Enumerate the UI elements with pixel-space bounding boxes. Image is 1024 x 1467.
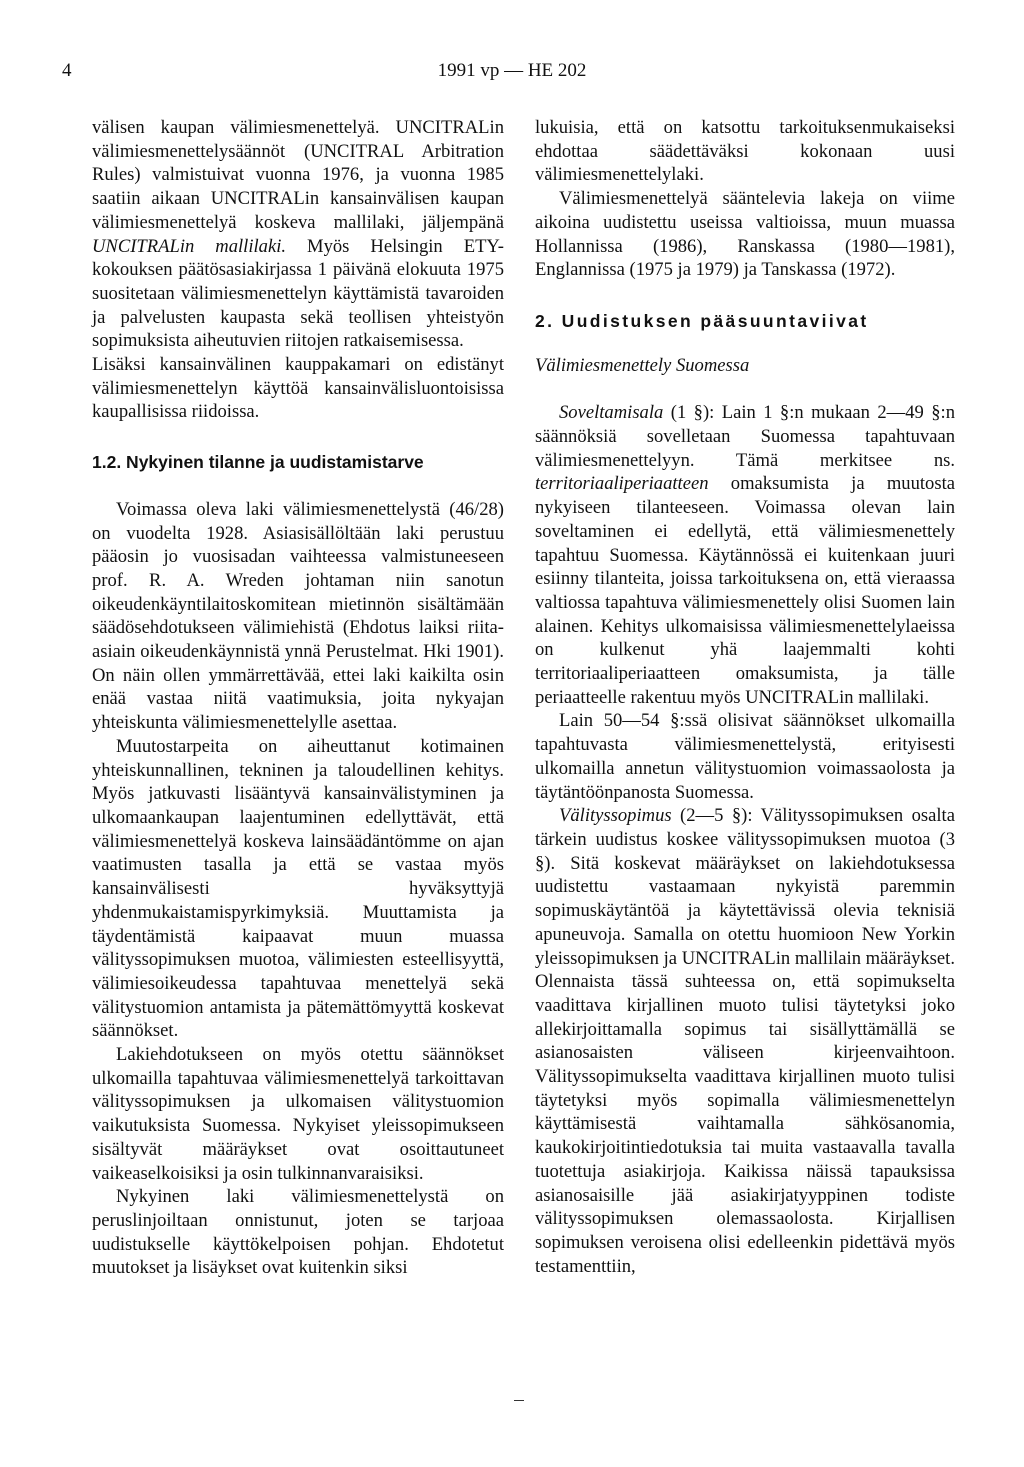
section-heading-1-2: 1.2. Nykyinen tilanne ja uudistamistarve: [92, 452, 424, 473]
paragraph: Soveltamisala (1 §): Lain 1 §:n mukaan 2—49 §:n säännöksiä sovelletaan Suomessa tapahtuvaan välimiesmenettelyyn. Tämä merkitsee ns. territoriaaliperiaatteen omaksumista ja muutosta nykyiseen tilanteeseen. Voimassa olevan lain soveltaminen ei edellytä, että välimiesmenettely tapahtuu Suomessa. Käytännössä ei kuitenkaan juuri esiinny tilanteita, joissa tarkoituksena on, että vieraassa valtiossa tapahtuva välimiesmenettely olisi Suomen lain alainen. Kehitys ulkomaisissa välimiesmenettelylaeissa on kulkenut yhä laajemmalti kohti territoriaaliperiaatteen omaksumista, ja tälle periaatteelle rakentuu myös UNCITRALin mallilaki.: [535, 402, 955, 708]
left-column: [92, 116, 504, 1280]
paragraph: Lisäksi kansainvälinen kauppakamari on edistänyt välimiesmenettelyn käyttöä kansainvälisluontoisissa kaupallisissa riidoissa.: [92, 354, 504, 423]
section-heading-2: 2. Uudistuksen pääsuuntaviivat: [535, 310, 869, 331]
paragraph: Nykyinen laki välimiesmenettelystä on peruslinjoiltaan onnistunut, joten se tarjoaa uudistukselle käyttökelpoisen pohjan. Ehdotetut muutokset ja lisäykset ovat kuitenkin siksi: [92, 1186, 504, 1279]
right-column: [535, 116, 955, 1278]
paragraph: lukuisia, että on katsottu tarkoituksenmukaiseksi ehdottaa säädettäväksi kokonaan uusi välimiesmenettelylaki.: [535, 117, 955, 186]
paragraph: Lain 50—54 §:ssä olisivat säännökset ulkomailla tapahtuvasta välimiesmenettelystä, erityisesti ulkomailla annetun välitystuomion voimassaolosta ja täytäntöönpanosta Suomessa.: [535, 710, 955, 803]
paragraph: Muutostarpeita on aiheuttanut kotimainen yhteiskunnallinen, tekninen ja taloudellinen kehitys. Myös jatkuvasti lisääntyvä kansainvälistyminen ja ulkomaankaupan laajentuminen edellyttävät, että välimiesmenettelyä koskeva lainsäädäntömme on ajan vaatimusten tasalla ja että se vastaa myös kansainvälisesti hyväksyttyjä yhdenmukaistamispyrkimyksiä. Muuttamista ja täydentämistä kaipaavat muun muassa välityssopimuksen muotoa, välimiesten esteellisyyttä, välimiesoikeudessa tapahtuvaa menettelyä sekä välitystuomion antamista ja pätemättömyyttä koskevat säännökset.: [92, 735, 504, 1042]
page-number: 4: [62, 60, 72, 81]
paragraph: välisen kaupan välimiesmenettelyä. UNCITRALin välimiesmenettelysäännöt (UNCITRAL Arbitration Rules) valmistuivat vuonna 1976, ja vuonna 1985 saatiin aikaan UNCITRALin kansainvälisen kaupan välimiesmenettelyä koskeva mallilaki, jäljempänä UNCITRALin mallilaki. Myös Helsingin ETY-kokouksen päätösasiakirjassa 1 päivänä elokuuta 1975 suositetaan välimiesmenettelyn käyttämistä tavaroiden ja palvelusten kaupasta sekä teollisen yhteistyön sopimuksista aiheutuvien riitojen ratkaisemisessa.: [92, 117, 504, 352]
paragraph: Välimiesmenettelyä sääntelevia lakeja on viime aikoina uudistettu useissa valtioissa, muun muassa Hollannissa (1986), Ranskassa (1980—1981), Englannissa (1975 ja 1979) ja Tanskassa (1972).: [535, 188, 955, 281]
paragraph: Voimassa oleva laki välimiesmenettelystä (46/28) on vuodelta 1928. Asiasisällöltään laki perustuu pääosin jo vuosisadan vaihteessa valmistuneeseen prof. R. A. Wreden johtaman niin sanotun oikeudenkäyntilaitoskomitean mietinnön sisältämään säädösehdotukseen välimiehistä (Ehdotus laiksi riita-asiain oikeudenkäynnistä ynnä Perustelmat. Hki 1901). On näin ollen ymmärrettävää, ettei laki kaikilta osin enää vastaa niitä vaatimuksia, joita nykyajan yhteiskunta välimiesmenettelylle asettaa.: [92, 498, 504, 734]
subheading: Välimiesmenettely Suomessa: [535, 354, 750, 376]
paragraph: Lakiehdotukseen on myös otettu säännökset ulkomailla tapahtuvaa välimiesmenettelyä tarkoittavan välityssopimuksen ja ulkomaisen välitystuomion vaikutuksista Suomessa. Nykyiset yleissopimukseen sisältyvät määräykset ovat osoittautuneet vaikeaselkoisiksi ja osin tulkinnanvaraisiksi.: [92, 1044, 504, 1184]
paragraph: Välityssopimus (2—5 §): Välityssopimuksen osalta tärkein uudistus koskee välityssopimuksen muotoa (3 §). Sitä koskevat määräykset on lakiehdotuksessa uudistettu vastaamaan nykyistä paremmin sopimuskäytäntöä ja käytettävissä olevia teknisiä apuneuvoja. Samalla on otettu huomioon New Yorkin yleissopimuksen ja UNCITRALin mallilain määräykset. Olennaista tässä suhteessa on, että sopimukselta vaadittava kirjallinen muoto tulisi täytetyksi joko allekirjoittamalla sopimus tai sisällyttämällä se asianosaisten väliseen kirjeenvaihtoon. Välityssopimukselta vaadittava kirjallinen muoto tulisi täytetyksi myös sopimalla välimiesmenettelyn käyttämisestä vaihtamalla sähkösanomia, kaukokirjoitintiedotuksia tai muita vastaavalla tavalla tuotettuja asiakirjoja. Kaikissa näissä tapauksissa asianosaisille jää asiakirjatyyppinen todiste välityssopimuksen olemassaolosta. Kirjallisen sopimuksen veroisena olisi edelleenkin pidettävä myös testamenttiin,: [535, 805, 955, 1277]
running-head: 1991 vp — HE 202: [437, 60, 587, 81]
page-footer-dash: [514, 1400, 524, 1401]
